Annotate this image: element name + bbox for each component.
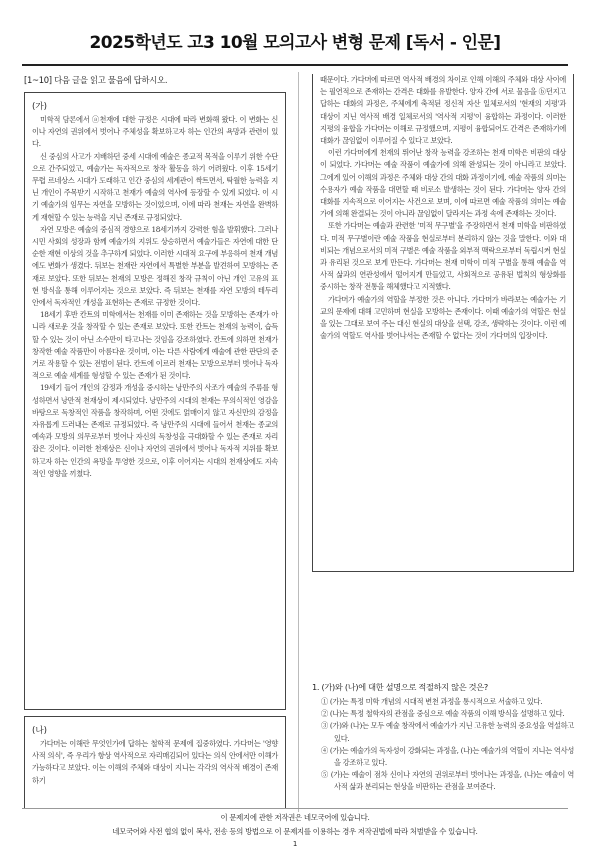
passage-paragraph: 미학적 담론에서 ⓐ천재에 대한 규정은 시대에 따라 변화해 왔다. 이 변화는 신이나 자연의 권위에서 벗어나 주체성을 확보하고자 하는 인간의 욕망과 관련이 있다. xyxy=(32,115,278,149)
answer-option-5[interactable]: ⑤ (가)는 예술이 점차 신이나 자연의 권위로부터 벗어나는 과정을, (나)는 예술이 역사적 삶과 분리되는 현상을 비판하는 관점을 보여준다. xyxy=(321,770,574,792)
passage-na-continued-box xyxy=(312,74,574,572)
copyright-notice: 이 문제지에 관한 저작권은 네모국어에 있습니다. xyxy=(220,813,370,822)
title-rule xyxy=(22,64,568,66)
passage-paragraph: 가다머가 예술가의 역할을 부정한 것은 아니다. 가다머가 바라보는 예술가는 기교의 문제에 대해 고민하며 현실을 모방하는 존재이다. 이때 예술가의 역할은 현실을 있는 그대로 보여 주는 대신 현실의 대상을 선택, 강조, 생략하는 것이다. 이런 예술가의 역할도 역사를 벗어나서는 존재할 수 없다는 것이 가다머의 입장이다. xyxy=(320,294,566,341)
instruction: [1~10] 다음 글을 읽고 물음에 답하시오. xyxy=(24,75,168,85)
footer-rule xyxy=(22,808,568,809)
passage-paragraph: 신 중심의 사고가 지배하던 중세 시대에 예술은 종교적 목적을 이루기 위한 수단으로 간주되었고, 예술가는 독자적으로 창작 활동을 하기 어려웠다. 이후 15세기 무렵 르네상스 시대가 도래하고 인간 중심의 세계관이 싹트면서, 탁월한 능력을 지닌 개인이 주목받기 시작하고 천재가 예술의 역사에 등장할 수 있게 되었다. 이 시기 예술가의 임무는 자연을 모방하는 것이었으며, 이에 따라 천재는 자연을 완벽하게 재현할 수 있는 능력을 지닌 존재로 규정되었다. xyxy=(32,151,278,222)
passage-paragraph: 자연 모방은 예술의 중심적 경향으로 18세기까지 강력한 힘을 발휘했다. 그러나 시민 사회의 성장과 함께 예술가의 지위도 상승하면서 예술가들은 자연에 대한 단순한 재현 이상의 것을 추구하게 되었다. 이러한 시대적 요구에 부응하여 천재 개념에도 변화가 생겼다. 뒤보는 천재란 자연에서 특별한 부분을 발견하여 모방하는 존재로 보았다. 또한 뒤보는 천재의 모방은 정해진 창작 규칙이 아닌 개인 고유의 표현 방식을 통해 이루어지는 것으로 보았다. 즉 뒤보는 천재를 자연 모방의 테두리 안에서 독자적인 개성을 표현하는 존재로 규정한 것이다. xyxy=(32,224,278,308)
passage-ga-box xyxy=(24,92,286,710)
answer-option-1[interactable]: ① (가)는 특정 미학 개념의 시대적 변천 과정을 통시적으로 서술하고 있다. xyxy=(321,697,543,706)
question-1 xyxy=(312,682,574,794)
passage-paragraph: 18세기 후반 칸트의 미학에서는 천재를 이미 존재하는 것을 모방하는 존재가 아니라 새로운 것을 창작할 수 있는 존재로 보았다. 또한 칸트는 천재의 능력이, 습득할 수 있는 것이 아닌 소수만이 타고나는 것임을 강조하였다. 칸트에 의하면 천재가 창작한 예술 작품만이 아름다운 것이며, 이는 다른 사람에게 예술에 관한 판단의 준거로 작용할 수 있는 전범이 된다. 칸트에 이르러 천재는 모방으로부터 벗어나 독자적으로 예술 세계를 형성할 수 있는 존재가 된 것이다. xyxy=(32,310,278,381)
question-stem: 1. (가)와 (나)에 대한 설명으로 적절하지 않은 것은? xyxy=(312,682,488,692)
passage-paragraph: 가다머는 이해란 무엇인가에 답하는 철학적 문제에 집중하였다. 가다머는 '영향사적 의식', 즉 우리가 항상 역사적으로 자리매김되어 있다는 의식 안에서만 이해가 가능하다고 보았다. 이는 이해의 주체와 대상이 지니는 각각의 역사적 배경이 존재하기 xyxy=(32,739,278,785)
answer-option-3[interactable]: ③ (가)와 (나)는 모두 예술 창작에서 예술가가 지닌 고유한 능력의 중요성을 역설하고 있다. xyxy=(321,721,574,743)
section-ga-label: (가) xyxy=(32,102,48,112)
answer-option-4[interactable]: ④ (가)는 예술가의 독자성이 강화되는 과정을, (나)는 예술가의 역할이 지니는 역사성을 강조하고 있다. xyxy=(321,745,574,768)
column-divider xyxy=(298,72,299,812)
passage-na-box xyxy=(24,716,286,808)
passage-paragraph: 19세기 들어 개인의 감정과 개성을 중시하는 낭만주의 사조가 예술의 주류를 형성하면서 낭만적 천재상이 제시되었다. 낭만주의 시대의 천재는 무의식적인 영감을 바탕으로 독창적인 작품을 창작하며, 어떤 것에도 얽매이지 않고 자신만의 감정을 자유롭게 드러내는 존재로 규정되었다. 즉 낭만주의 시대에 들어서 천재는 종교의 예속과 모방의 의무로부터 벗어나 자신의 독창성을 극대화할 수 있는 존재로 자리잡은 것이다. 이러한 천재상은 신이나 자연의 권위에서 벗어나 독자적 지위를 확보하고자 하는 인간의 욕망을 투영한 것으로, 이후 이어지는 시대의 천재상에도 지속적인 영향을 끼쳤다. xyxy=(32,383,278,478)
answer-option-2[interactable]: ② (나)는 특정 철학자의 관점을 중심으로 예술 작품의 이해 방식을 설명하고 있다. xyxy=(321,709,565,719)
right-column xyxy=(312,74,574,574)
copyright-warning: 네모국어와 사전 협의 없이 복사, 전송 등의 방법으로 이 문제지를 이용하는 경우 저작권법에 따라 처벌받을 수 있습니다. xyxy=(112,827,478,836)
page-title: 2025학년도 고3 10월 모의고사 변형 문제 [독서 - 인문] xyxy=(89,33,501,53)
passage-paragraph: 이런 가다머에게 천재의 뛰어난 창작 능력을 강조하는 천재 미학은 비판의 대상이 되었다. 가다머는 예술 작품이 예술가에 의해 완성되는 것이 아니라고 보았다. 그에게 있어 이해의 과정은 주체와 대상 간의 대화 과정이기에, 예술 작품의 의미는 수용자가 예술 작품을 대면할 때 비로소 발생하는 것이 된다. 가다머는 양자 간의 대화를 지속적으로 이어지는 사건으로 보며, 이에 따르면 예술 작품의 의미는 예술가에 의해 완결되는 것이 아니라 끊임없이 달라지는 과정 속에 존재하는 것이다. xyxy=(320,148,566,219)
page-number: 1 xyxy=(292,840,298,848)
section-na-label: (나) xyxy=(32,726,48,736)
left-column xyxy=(24,74,286,808)
passage-paragraph: 또한 가다머는 예술과 관련한 '미적 무구별'을 주장하면서 천재 미학을 비판하였다. 미적 무구별이란 예술 작품을 현실로부터 분리하지 않는 것을 말한다. 이와 대비되는 개념으로서의 미적 구별은 예술 작품을 외부적 맥락으로부터 독립시켜 현실과 유리된 것으로 보게 만든다. 가다머는 천재 미학이 미적 구별을 통해 예술을 역사적 삶과의 연관성에서 떨어지게 만들었고, 사회적으로 공유된 법칙의 형상화를 중시하는 창작 전통을 해체했다고 지적했다. xyxy=(320,221,566,292)
passage-paragraph: 때문이다. 가다머에 따르면 역사적 배경의 차이로 인해 이해의 주체와 대상 사이에는 필연적으로 존재하는 간격은 대화를 유발한다. 양자 간에 서로 물음을 ⓑ던지고 답하는 대화의 과정은, 주체에게 축적된 정신적 자산 일체로서의 '현재의 지평'과 대상이 지닌 역사적 배경 일체로서의 '역사적 지평'이 융합하는 과정이다. 이러한 지평의 융합을 가다머는 이해로 규정했으며, 지평이 융합되어도 간격은 존재하기에 대화가 끊임없이 이루어질 수 있다고 보았다. xyxy=(320,75,566,146)
